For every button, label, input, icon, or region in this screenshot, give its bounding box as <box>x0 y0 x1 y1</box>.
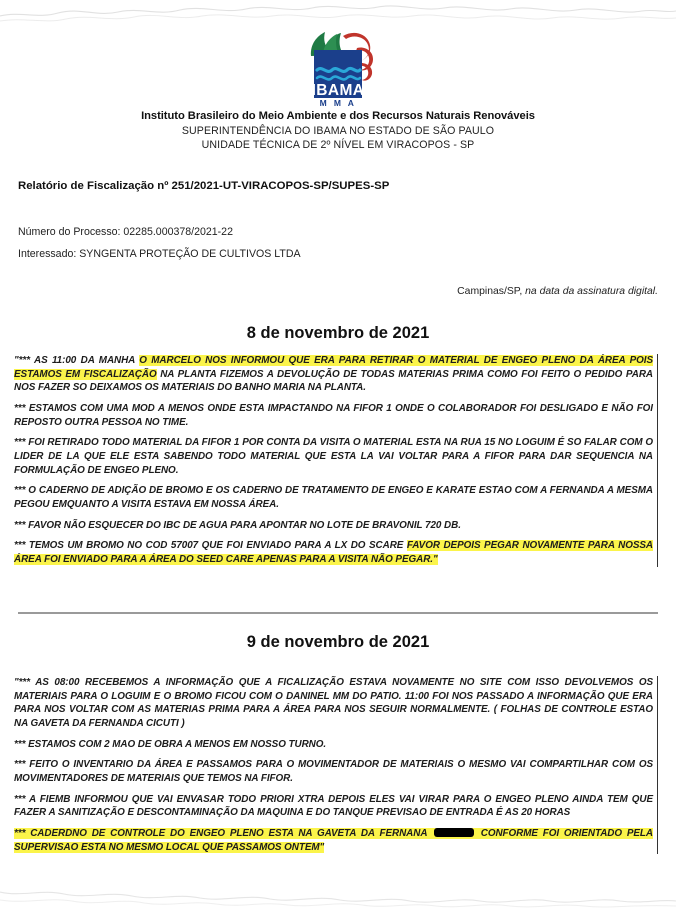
svg-text:M M A: M M A <box>319 98 357 108</box>
highlight-run: *** CADERDNO DE CONTROLE DO ENGEO PLENO ESTA NA GAVETA DA FERNANA <box>14 827 432 839</box>
quote-paragraph <box>14 436 653 477</box>
date-heading-nov-8: 8 de novembro de 2021 <box>246 324 430 342</box>
highlight-run: CONFORME FOI ORIENTADO PELA SUPERVISAO ESTA NO MESMO LOCAL QUE PASSAMOS ONTEM" <box>14 827 653 853</box>
date-note-text: na data da assinatura digital. <box>522 286 658 297</box>
text-run: *** FAVOR NÃO ESQUECER DO IBC DE AGUA PARA APONTAR NO LOTE DE BRAVONIL 720 DB. <box>14 519 461 531</box>
quote-paragraph <box>14 402 653 429</box>
quote-paragraph <box>14 738 653 752</box>
place-text: Campinas/SP, <box>457 286 523 297</box>
torn-paper-edge-bottom <box>0 880 676 910</box>
text-run: *** A FIEMB INFORMOU QUE VAI ENVASAR TODO PRIORI XTRA DEPOIS ELES VAI VIRAR PARA O ENGEO PLENO AINDA TEM QUE FAZER A SANITIZAÇÃO E DESCONTAMINAÇÃO DA MAQUINA E DO TANQUE PREVISAO DE ENTRADA É AS 20 HORAS <box>14 793 653 819</box>
place-and-date <box>457 286 658 297</box>
quote-paragraph <box>14 539 653 566</box>
quote-block-nov-9 <box>14 676 658 854</box>
quote-paragraph <box>14 827 653 854</box>
highlight-run <box>432 828 476 839</box>
org-superintendency: SUPERINTENDÊNCIA DO IBAMA NO ESTADO DE SÃO PAULO <box>181 125 495 137</box>
highlight-run: O MARCELO NOS INFORMOU QUE ERA PARA RETIRAR O MATERIAL DE ENGEO PLENO DA ÁREA POIS ESTAMOS EM FISCALIZAÇÃO <box>14 355 653 380</box>
quote-paragraph <box>14 484 653 511</box>
report-title: Relatório de Fiscalização nº 251/2021-UT-VIRACOPOS-SP/SUPES-SP <box>18 180 390 192</box>
text-run: "*** AS 08:00 RECEBEMOS A INFORMAÇÃO QUE A FICALIZAÇÃO ESTAVA NOVAMENTE NO SITE COM ISSO DEVOLVEMOS OS MATERIAIS PARA O LOGUIM E O BROMO FICOU COM O DANINEL MM DO PATIO. 11:00 FOI NOS PASSADO A INFORMAÇÃO QUE ERA PARA NOS VOLTAR COM AS MATERIAS PRIMA PARA A ÁREA PARA NOS SEGUIR NORMALMENTE. ( FOLHAS DE CONTROLE ESTAO NA GAVETA DA FERNANDA CICUTI ) <box>14 677 653 729</box>
process-number: Número do Processo: 02285.000378/2021-22 <box>18 226 233 238</box>
masthead <box>0 0 676 151</box>
text-run: *** TEMOS UM BROMO NO COD 57007 QUE FOI ENVIADO PARA A LX DO SCARE <box>14 540 407 552</box>
text-run: *** FEITO O INVENTARIO DA ÁREA E PASSAMOS PARA O MOVIMENTADOR DE MATERIAIS O MESMO VAI COMPARTILHAR COM OS MOVIMENTADORES DE MATERIAIS QUE TEMOS NA FIFOR. <box>14 759 653 784</box>
quote-paragraph <box>14 676 653 731</box>
ibama-logo-icon <box>283 30 393 108</box>
quote-paragraph <box>14 793 653 820</box>
highlight-run: FAVOR DEPOIS PEGAR NOVAMENTE PARA NOSSA ÁREA FOI ENVIADO PARA A ÁREA DO SEED CARE APENAS PARA A VISITA NÃO PEGAR." <box>14 540 654 565</box>
date-heading-nov-9: 9 de novembro de 2021 <box>246 633 430 651</box>
quote-block-nov-8 <box>14 354 658 567</box>
svg-text:IBAMA: IBAMA <box>311 82 365 99</box>
section-divider <box>18 612 658 614</box>
text-run: "*** AS 11:00 DA MANHA <box>14 355 140 366</box>
text-run: *** ESTAMOS COM 2 MAO DE OBRA A MENOS EM NOSSO TURNO. <box>14 738 327 750</box>
quote-paragraph <box>14 758 653 785</box>
text-run: *** FOI RETIRADO TODO MATERIAL DA FIFOR 1 POR CONTA DA VISITA O MATERIAL ESTA NA RUA 15 NO LOGUIM É SO FALAR COM O LIDER DE LA QUE ELE ESTA SABENDO TODO MATERIAL QUE ESTA LA VAI VOLTAR PARA A FIFOR PARA DAR SEQUENCIA NA FORMULAÇÃO DE ENGEO PLENO. <box>14 437 653 476</box>
quote-paragraph <box>14 354 653 395</box>
interested-party: Interessado: SYNGENTA PROTEÇÃO DE CULTIVOS LTDA <box>18 248 301 260</box>
redaction-block <box>434 828 474 837</box>
ibama-logo <box>283 30 393 108</box>
text-run: *** O CADERNO DE ADIÇÃO DE BROMO E OS CADERNO DE TRATAMENTO DE ENGEO E KARATE ESTAO COM A FERNANDA A MESMA PEGOU EMQUANTO A VISITA ESTAVA EM NOSSA ÁREA. <box>14 485 653 510</box>
text-run: NA PLANTA FIZEMOS A DEVOLUÇÃO DE TODAS MATERIAS PRIMA COMO FOI FEITO O PEDIDO PARA NOS FAZER SO DEIXAMOS OS MATERIAIS DO BANHO MARIA NA PLANTA. <box>14 368 653 394</box>
org-name-full: Instituto Brasileiro do Meio Ambiente e dos Recursos Naturais Renováveis <box>141 110 535 122</box>
text-run: *** ESTAMOS COM UMA MOD A MENOS ONDE ESTA IMPACTANDO NA FIFOR 1 ONDE O COLABORADOR FOI DESLIGADO E NÃO FOI REPOSTO OUTRA PESSOA NO TIME. <box>14 402 653 428</box>
org-unit: UNIDADE TÉCNICA DE 2º NÍVEL EM VIRACOPOS - SP <box>201 139 475 151</box>
quote-paragraph <box>14 519 653 533</box>
